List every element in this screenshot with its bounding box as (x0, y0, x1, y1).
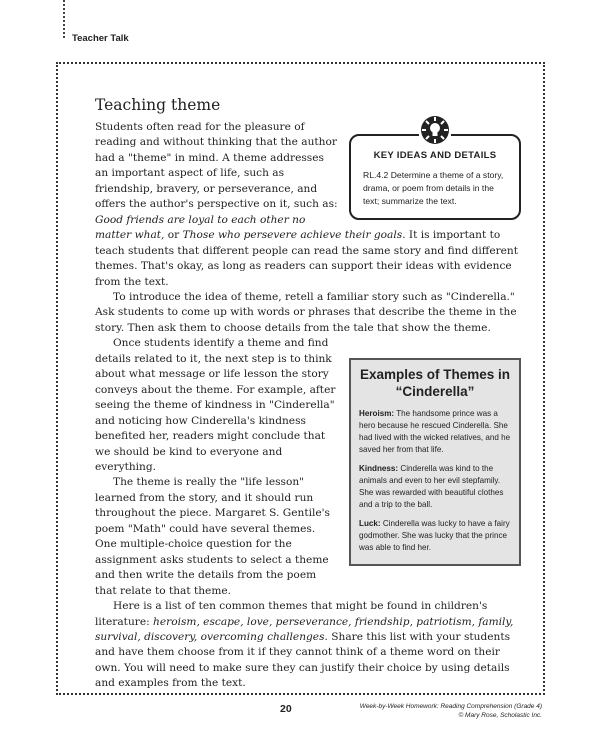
lightbulb-gear-icon (419, 114, 451, 146)
p1-example-2: Those who persevere achieve their goals (182, 229, 403, 242)
footer-reference (360, 702, 542, 720)
p1-text-a: Students often read for the pleasure of reading and without thinking that the author had a "theme" in mind. A theme addresses an important aspect of life, such as friendship, bravery, or perseverance, and offers the author's perspective on it, such as: (95, 121, 338, 211)
header-label: Teacher Talk (72, 33, 129, 44)
p1-or: or (164, 229, 183, 242)
theme-item (359, 518, 511, 554)
themes-box (349, 358, 521, 566)
paragraph-3: Once students identify a theme and find details related to it, the next step is to think about what message or life lesson the story conveys about the theme. For example, after seeing the theme of kindness in "Cinderella" and noticing how Cinderella's kindness benefited her, readers might conclude that we should be kind to everyone and everything. (95, 337, 336, 473)
paragraph-5 (95, 599, 521, 692)
theme-item-label: Heroism: (359, 409, 395, 419)
page-title: Teaching theme (95, 96, 221, 114)
header-dotted-rule (63, 0, 65, 38)
copyright: © Mary Rose, Scholastic Inc. (458, 712, 542, 719)
key-ideas-text: RL.4.2 Determine a theme of a story, drama, or poem from details in the text; summarize the text. (363, 170, 504, 206)
paragraph-2: To introduce the idea of theme, retell a familiar story such as "Cinderella." Ask students to come up with words or phrases that describe the theme in the story. Then ask them to choose details from the tale that show the theme. (95, 290, 517, 334)
book-title: Week-by-Week Homework: Reading Comprehension (Grade 4) (359, 703, 542, 710)
page-number: 20 (280, 703, 292, 715)
p1-text-b: . It is important to teach students that different people can read the same story and find different themes. That's okay, as long as readers can support their ideas with evidence from the text. (95, 229, 518, 288)
theme-item-label: Kindness: (359, 464, 399, 474)
theme-item-text: Cinderella was kind to the animals and even to her evil stepfamily. She was rewarded with beautiful clothes and a trip to the ball. (359, 464, 504, 510)
theme-item (359, 408, 511, 456)
themes-box-title: Examples of Themes in “Cinderella” (359, 367, 511, 400)
theme-item-text: The handsome prince was a hero because he rescued Cinderella. She had lived with the wicked relatives, and he saved her from that life. (359, 409, 511, 455)
p5-text-b: Share this list with your students and have them choose from it if they cannot think of a theme word on their own. You will need to make sure they can justify their choice by using details and examples from the text. (95, 630, 511, 690)
article (95, 96, 521, 692)
theme-item (359, 463, 511, 511)
theme-item-label: Luck: (359, 519, 381, 529)
p5-text-a: Here is a list of ten common themes that might be found in children's literature: (95, 600, 488, 628)
theme-item-text: Cinderella was lucky to have a fairy godmother. She was lucky that the prince was able to find her. (359, 519, 510, 553)
paragraph-4: The theme is really the "life lesson" learned from the story, and it should run throughout the piece. Margaret S. Gentile's poem "Math" could have several themes. One multiple-choice question for the assignment asks students to select a theme and then write the details from the poem that relate to that theme. (95, 476, 330, 597)
key-ideas-title: KEY IDEAS AND DETAILS (373, 150, 497, 161)
themes-list: heroism, escape, love, perseverance, friendship, patriotism, family, survival, discovery, overcoming challenges. (95, 615, 514, 643)
key-ideas-box (349, 134, 521, 220)
p1-example-1: Good friends are loyal to each other no matter what, (95, 213, 306, 242)
